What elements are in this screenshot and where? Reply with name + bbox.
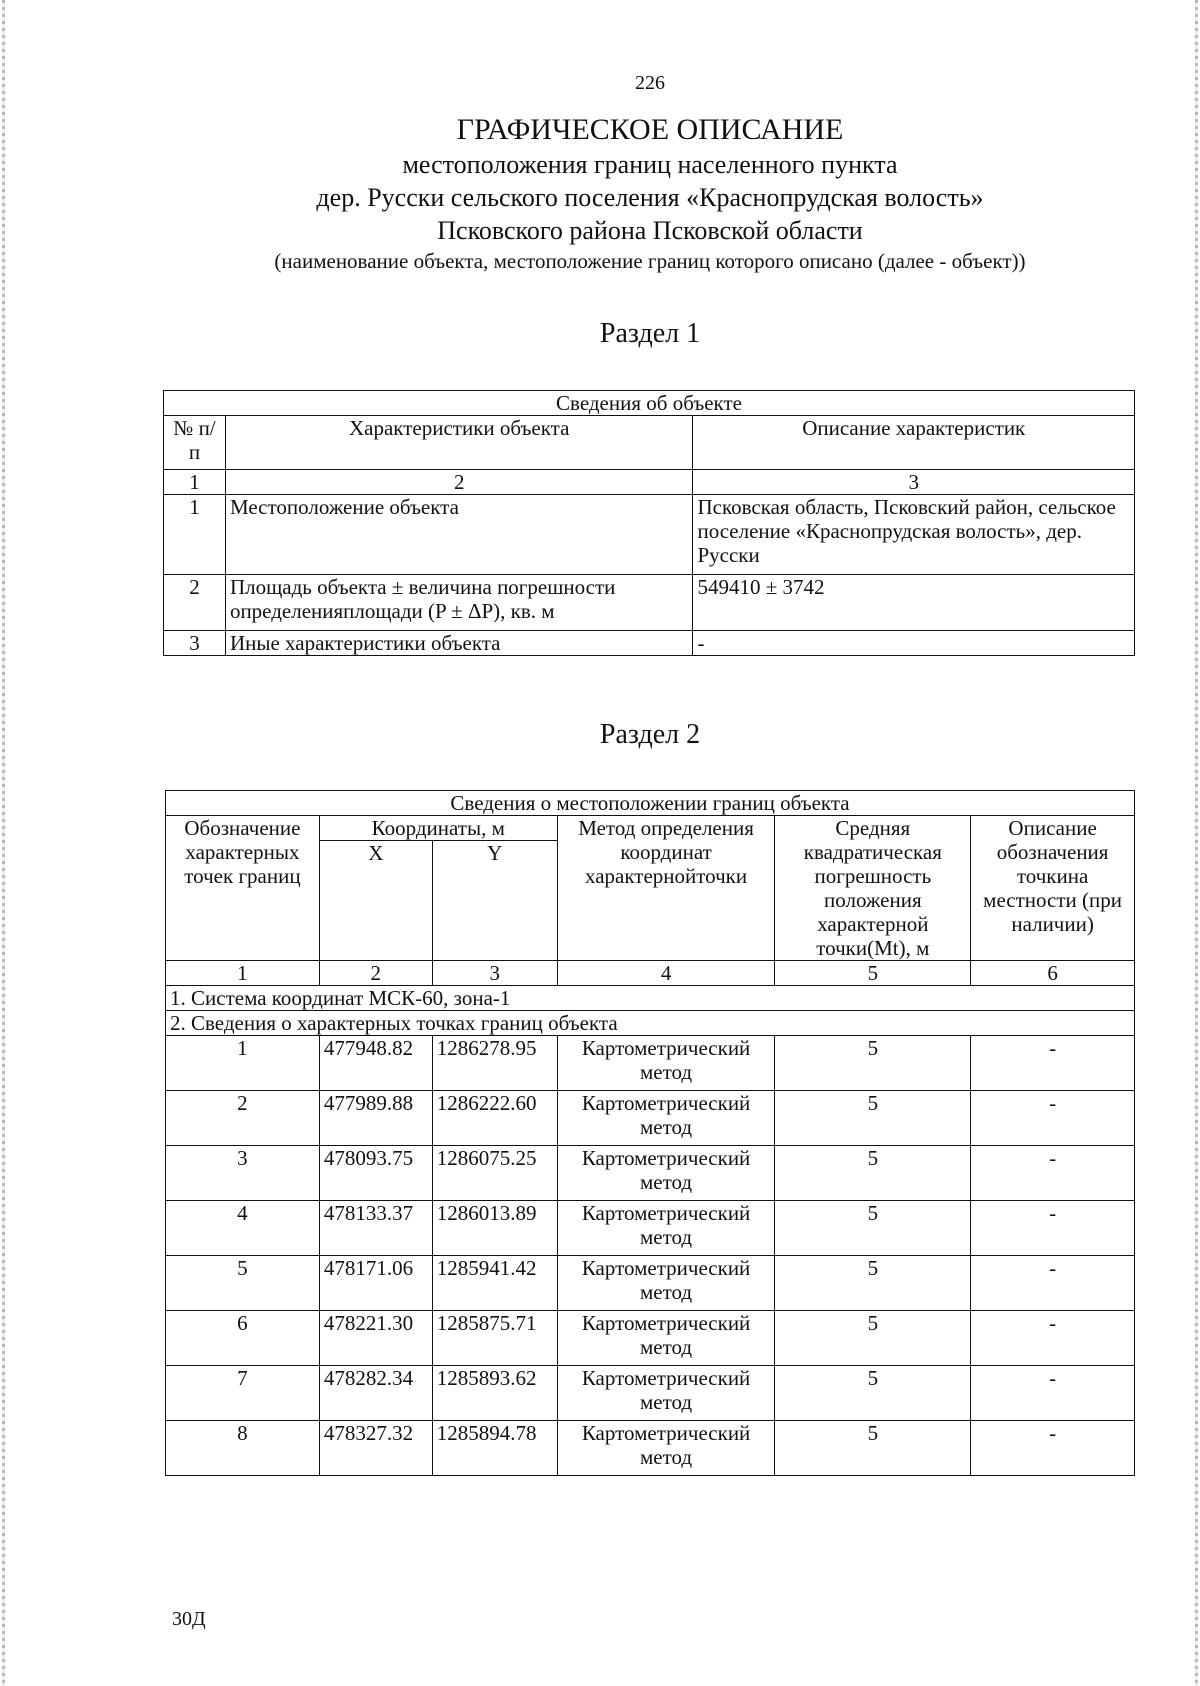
header-x: X	[319, 841, 432, 961]
point-y: 1286013.89	[432, 1201, 557, 1256]
point-method: Картометрический метод	[557, 1201, 775, 1256]
row-number: 2	[164, 575, 226, 631]
point-description: -	[971, 1366, 1135, 1421]
point-y: 1286278.95	[432, 1036, 557, 1091]
table-row	[166, 1366, 1135, 1421]
row-description: -	[693, 631, 1135, 656]
points-body	[166, 1036, 1135, 1476]
subtitle-line-2: дер. Русски сельского поселения «Краснопрудская волость»	[316, 183, 984, 212]
point-method: Картометрический метод	[557, 1421, 775, 1476]
table-caption: Сведения о местоположении границ объекта	[166, 791, 1135, 816]
point-description: -	[971, 1036, 1135, 1091]
point-id: 4	[166, 1201, 320, 1256]
header-error: Средняя квадратическая погрешность положения характерной точки(Mt), м	[775, 816, 971, 961]
header-designation: Обозначение характерных точек границ	[166, 816, 320, 961]
point-description: -	[971, 1091, 1135, 1146]
row-characteristic: Площадь объекта ± величина погрешности определенияплощади (P ± ΔP), кв. м	[225, 575, 693, 631]
point-x: 478171.06	[319, 1256, 432, 1311]
subtitle-line-3: Псковского района Псковской области	[437, 216, 863, 245]
table-row	[166, 1036, 1135, 1091]
point-error: 5	[775, 1311, 971, 1366]
footer-code: 30Д	[172, 1608, 206, 1630]
column-number: 4	[557, 961, 775, 986]
point-y: 1285941.42	[432, 1256, 557, 1311]
point-error: 5	[775, 1091, 971, 1146]
section-1-title: Раздел 1	[599, 318, 701, 349]
document-header	[0, 112, 1200, 275]
point-method: Картометрический метод	[557, 1311, 775, 1366]
point-x: 478133.37	[319, 1201, 432, 1256]
column-number: 5	[775, 961, 971, 986]
point-id: 5	[166, 1256, 320, 1311]
header-method: Метод определения координат характернойточки	[557, 816, 775, 961]
point-x: 478093.75	[319, 1146, 432, 1201]
point-id: 3	[166, 1146, 320, 1201]
point-method: Картометрический метод	[557, 1146, 775, 1201]
table-row	[166, 1256, 1135, 1311]
table-row	[164, 495, 1135, 575]
point-x: 477989.88	[319, 1091, 432, 1146]
point-error: 5	[775, 1256, 971, 1311]
point-description: -	[971, 1201, 1135, 1256]
row-characteristic: Местоположение объекта	[225, 495, 693, 575]
coordinate-system: 1. Система координат МСК-60, зона-1	[166, 986, 1135, 1011]
point-y: 1286075.25	[432, 1146, 557, 1201]
point-method: Картометрический метод	[557, 1091, 775, 1146]
point-description: -	[971, 1311, 1135, 1366]
point-id: 6	[166, 1311, 320, 1366]
document-title: ГРАФИЧЕСКОЕ ОПИСАНИЕ	[456, 113, 844, 146]
page-number: 226	[635, 72, 665, 94]
row-number: 1	[164, 495, 226, 575]
header-coordinates: Координаты, м	[319, 816, 557, 841]
header-characteristic: Характеристики объекта	[225, 416, 693, 470]
row-number: 3	[164, 631, 226, 656]
point-method: Картометрический метод	[557, 1036, 775, 1091]
point-error: 5	[775, 1146, 971, 1201]
point-description: -	[971, 1146, 1135, 1201]
point-y: 1285875.71	[432, 1311, 557, 1366]
table-row	[166, 1421, 1135, 1476]
header-number: № п/п	[164, 416, 226, 470]
point-description: -	[971, 1256, 1135, 1311]
point-method: Картометрический метод	[557, 1256, 775, 1311]
header-description: Описание характеристик	[693, 416, 1135, 470]
row-characteristic: Иные характеристики объекта	[225, 631, 693, 656]
point-x: 478221.30	[319, 1311, 432, 1366]
point-id: 2	[166, 1091, 320, 1146]
point-error: 5	[775, 1036, 971, 1091]
subtitle-note: (наименование объекта, местоположение границ которого описано (далее - объект))	[274, 249, 1026, 273]
point-error: 5	[775, 1201, 971, 1256]
subtitle-line-1: местоположения границ населенного пункта	[402, 150, 898, 179]
table-caption: Сведения об объекте	[164, 391, 1135, 416]
object-info-table	[163, 390, 1135, 656]
table-row	[164, 631, 1135, 656]
point-x: 478327.32	[319, 1421, 432, 1476]
header-point-description: Описание обозначения точкина местности (при наличии)	[971, 816, 1135, 961]
row-description: Псковская область, Псковский район, сельское поселение «Краснопрудская волость», дер. Русски	[693, 495, 1135, 575]
row-description: 549410 ± 3742	[693, 575, 1135, 631]
point-x: 477948.82	[319, 1036, 432, 1091]
section-2-title: Раздел 2	[599, 719, 701, 750]
table-row	[164, 575, 1135, 631]
table-row	[166, 1146, 1135, 1201]
point-error: 5	[775, 1366, 971, 1421]
point-id: 1	[166, 1036, 320, 1091]
column-number: 2	[225, 470, 693, 495]
table-row	[166, 1201, 1135, 1256]
point-x: 478282.34	[319, 1366, 432, 1421]
column-number: 1	[166, 961, 320, 986]
point-id: 7	[166, 1366, 320, 1421]
boundary-points-table	[165, 790, 1135, 1476]
column-number: 1	[164, 470, 226, 495]
column-number: 3	[693, 470, 1135, 495]
point-y: 1285894.78	[432, 1421, 557, 1476]
point-y: 1286222.60	[432, 1091, 557, 1146]
points-caption: 2. Сведения о характерных точках границ объекта	[166, 1011, 1135, 1036]
point-error: 5	[775, 1421, 971, 1476]
table-row	[166, 1091, 1135, 1146]
table-row	[166, 1311, 1135, 1366]
point-method: Картометрический метод	[557, 1366, 775, 1421]
column-number: 2	[319, 961, 432, 986]
point-y: 1285893.62	[432, 1366, 557, 1421]
column-number: 6	[971, 961, 1135, 986]
column-number: 3	[432, 961, 557, 986]
header-y: Y	[432, 841, 557, 961]
point-description: -	[971, 1421, 1135, 1476]
point-id: 8	[166, 1421, 320, 1476]
